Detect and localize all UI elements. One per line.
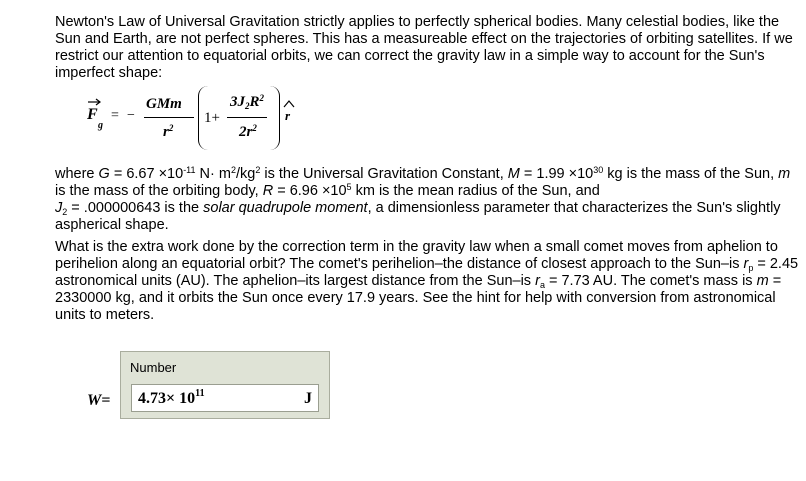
vector-arrow-icon [88,98,102,106]
answer-input[interactable] [131,384,319,412]
one-plus: 1+ [204,110,220,126]
minus-sign: − [127,108,135,123]
unit-vector-r: r [285,108,291,123]
equals-sign: = [111,108,119,123]
answer-panel [120,351,330,419]
force-subscript: g [98,120,103,131]
answer-type-label: Number [130,360,177,375]
correction-denominator: $2r^2$ [239,123,257,140]
force-symbol: F [87,106,98,123]
fraction-bar [144,117,194,118]
correction-numerator: $3J_2R^2$ [230,93,265,111]
answer-value: $4.73\times 10^{11}$ [138,388,205,407]
answer-unit: J [304,390,312,407]
unit-hat-icon [283,100,295,108]
answer-variable-label: W= [87,392,111,409]
right-paren [269,86,280,150]
problem-intro-text: Newton's Law of Universal Gravitation strictly applies to perfectly spherical bodies. Many celestial bodies, like the Sun and Earth, are not perfect spheres. This has a measureable effect on the trajectories of orbiting satellites. If we restrict our attention to equatorial orbits, we can correct the gravity law in a simple way to account for the Sun's imperfect shape: [55,14,793,81]
constants-description: where $G = 6.67 \times 10^{-11}$ $N\cdot m^2/kg^2$ is the Universal Gravitation Constant, $M = 1.99 \times 10^{30}$ kg is the mass of the Sun, m is the mass of the orbiting body, $R = 6.96 \times 10^5$ km is the mean radius of the Sun, and $J_2 = .000000643$ is the solar quadrupole moment, a dimensionless parameter that characterizes the Sun's slightly aspherical shape. [55,165,791,233]
question-text: What is the extra work done by the correction term in the gravity law when a small comet moves from aphelion to perihelion along an equatorial orbit? The comet's perihelion–the distance of closest approach to the Sun–is $r_p = 2.45$ astronomical units (AU). The aphelion–its largest distance from the Sun–is $r_a = 7.73$ AU. The comet's mass is m = 2330000 kg, and it orbits the Sun once every 17.9 years. See the hint for help with conversion from astronomical units to meters. [55,239,799,323]
correction-fraction-bar [227,117,267,118]
fraction-denominator: $r^2$ [163,123,174,140]
fraction-numerator: GMm [146,96,182,112]
gravity-formula [86,86,316,156]
